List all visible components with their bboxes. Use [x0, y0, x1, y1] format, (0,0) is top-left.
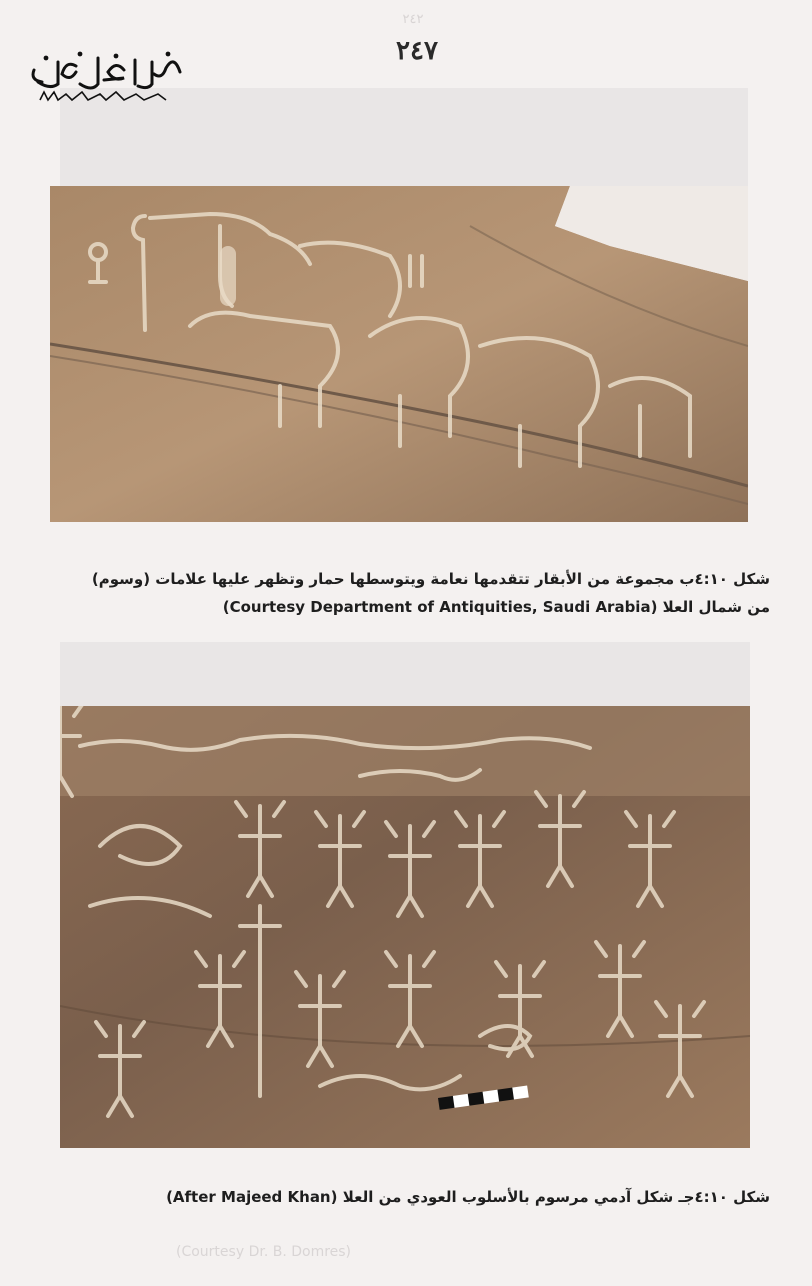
figure-2-caption-arabic: شكل ٤:١٠جـ شكل آدمي مرسوم بالأسلوب العودي من العلا: [342, 1188, 770, 1206]
figure-2-caption: [40, 1186, 770, 1208]
petroglyph-photo-cattle: [50, 186, 748, 522]
site-logo: [20, 42, 190, 114]
figure-2-caption-english: (After Majeed Khan): [166, 1188, 338, 1206]
page-number: ٢٤٧: [396, 36, 438, 66]
reverse-page-number: ٢٤٢: [402, 12, 424, 27]
bleed-through-text: (Courtesy Dr. B. Domres): [176, 1244, 352, 1260]
figure-1-caption-english: (Courtesy Department of Antiquities, Saudi Arabia): [222, 598, 658, 616]
petroglyph-photo-human-figures: [60, 706, 750, 1148]
figure-1-caption: [40, 568, 770, 618]
reverse-page-shadow-mid: [60, 642, 750, 712]
figure-1-caption-arabic: من شمال العلا: [662, 598, 770, 616]
figure-1-caption-line1: شكل ٤:١٠ب مجموعة من الأبقار تتقدمها نعامة ويتوسطها حمار وتظهر عليها علامات (وسوم): [91, 570, 770, 588]
figure-1-caption-line2: [40, 596, 770, 618]
